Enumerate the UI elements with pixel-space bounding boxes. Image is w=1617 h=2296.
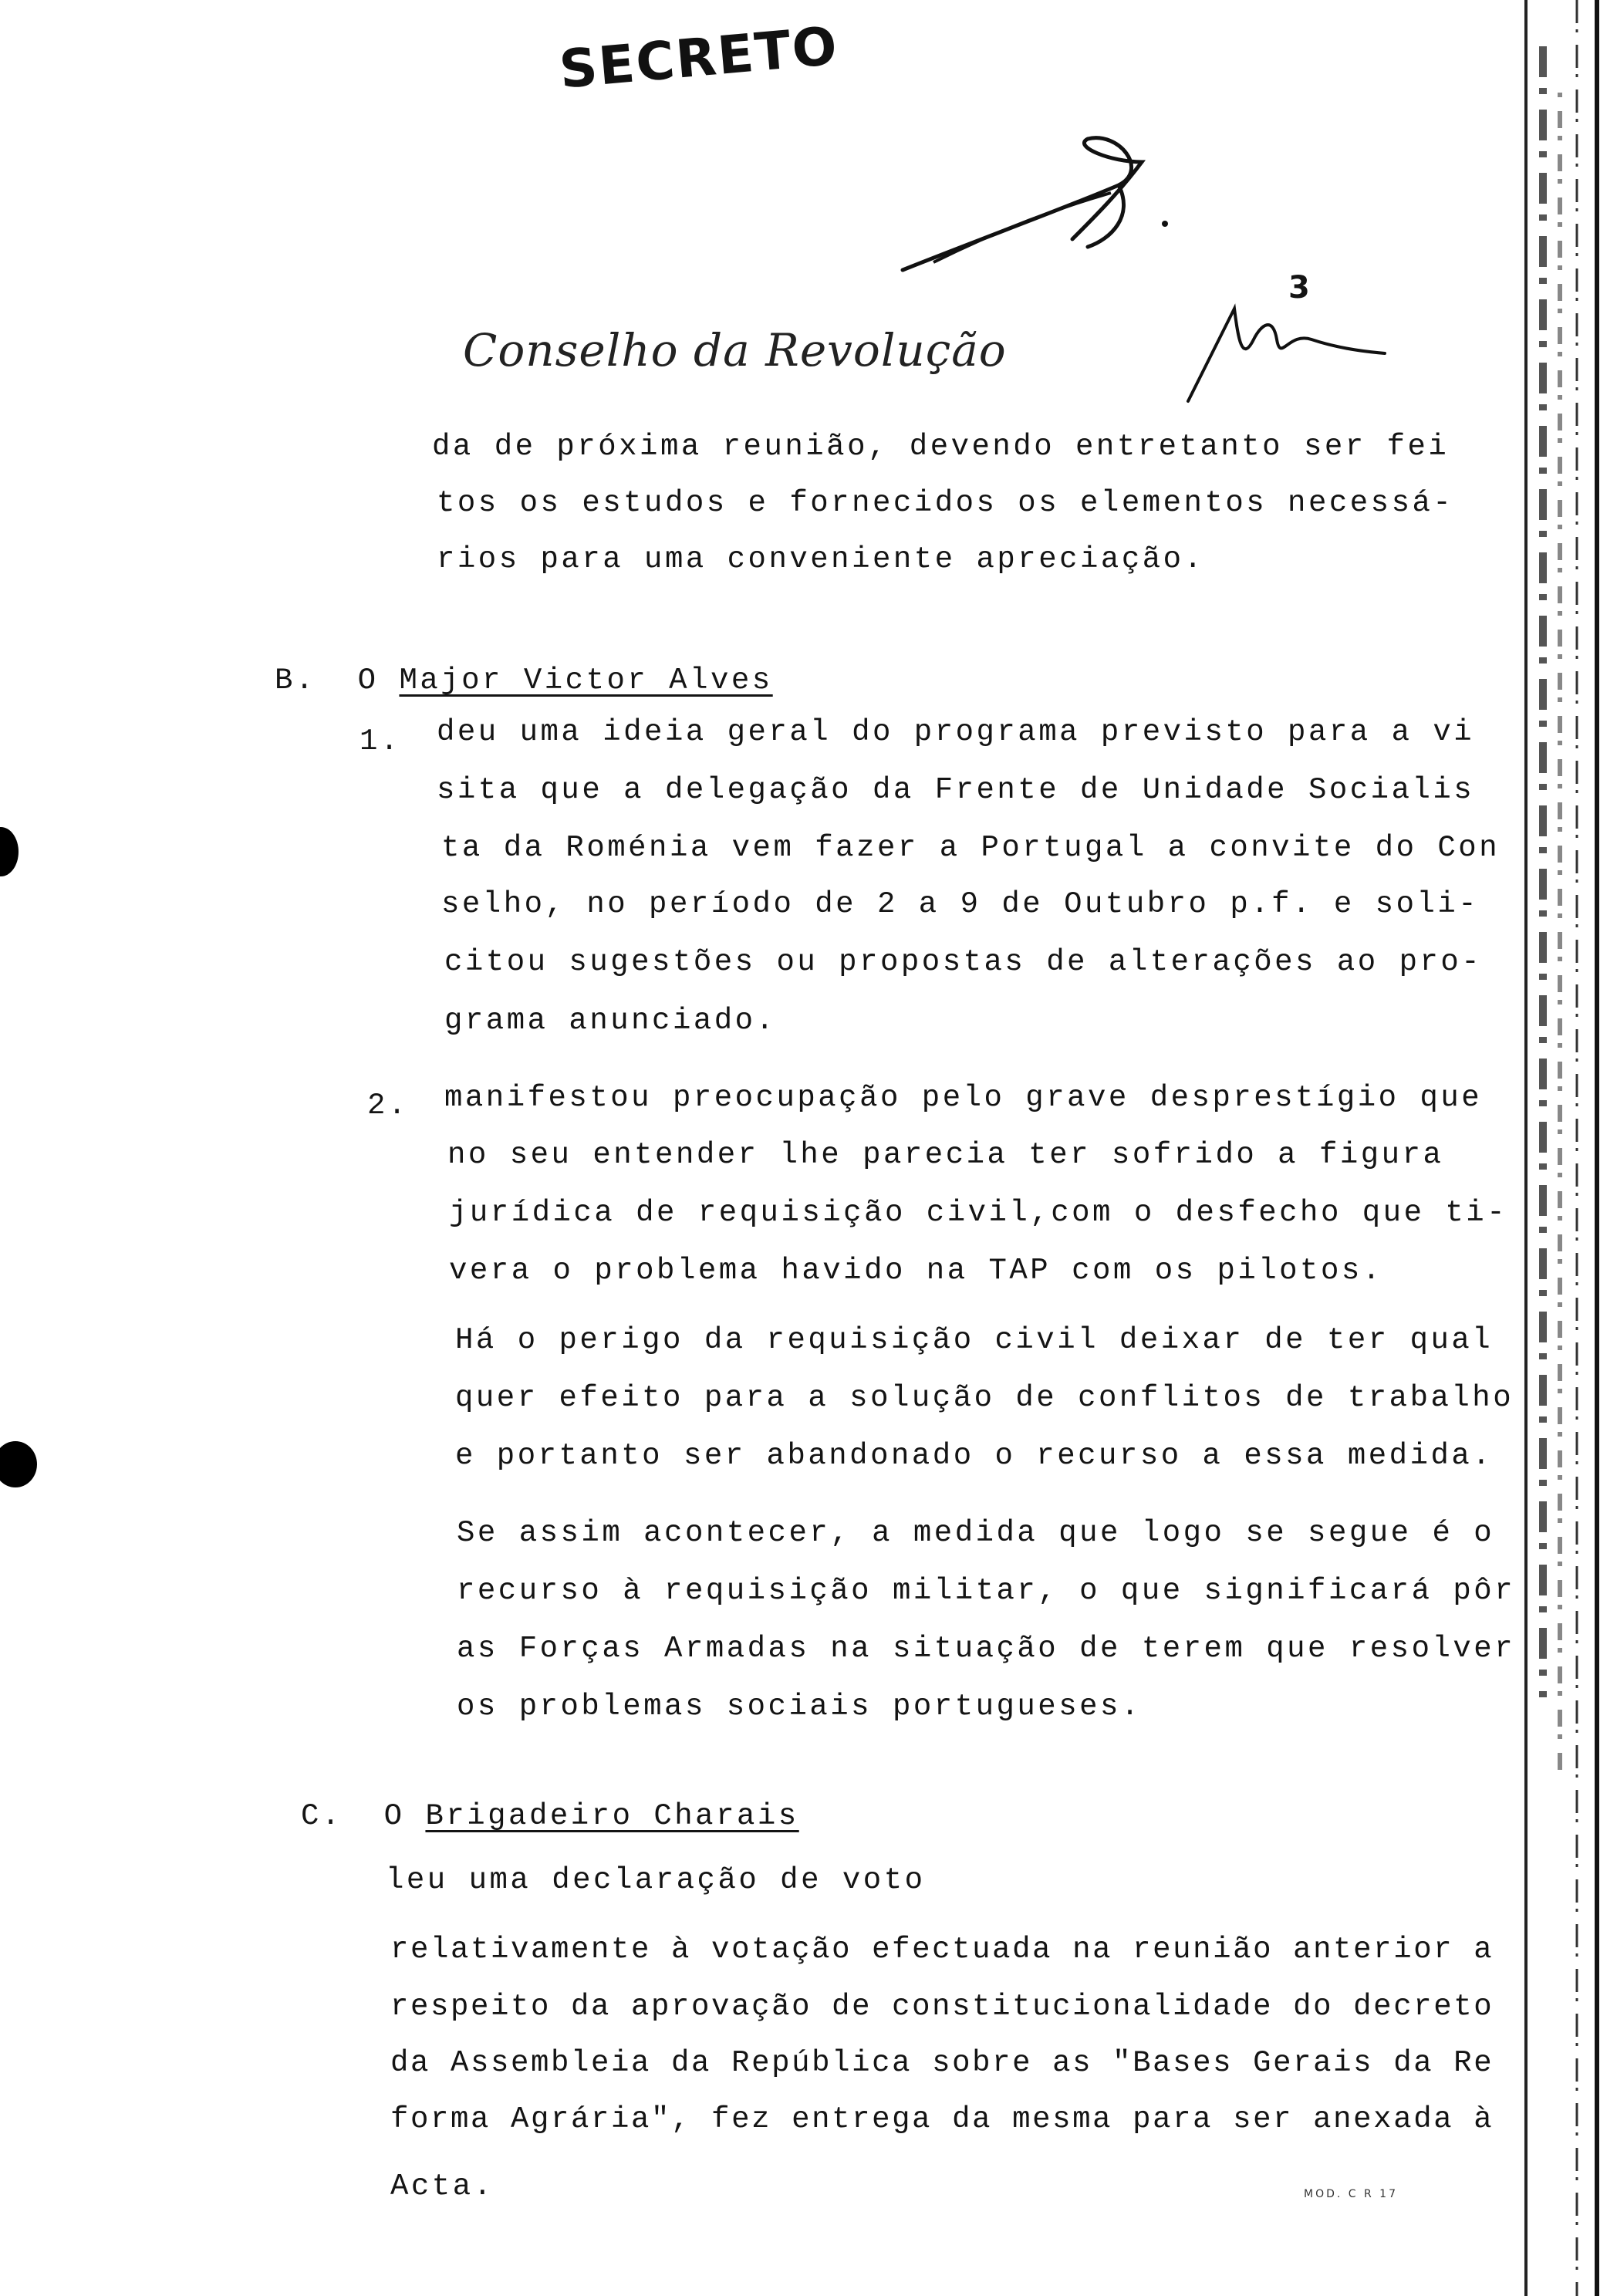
text-line: rios para uma conveniente apreciação. (437, 542, 1205, 576)
text-line: relativamente à votação efectuada na reunião anterior a (390, 1933, 1494, 1967)
handwritten-initials (1180, 293, 1389, 409)
text-line: tos os estudos e fornecidos os elementos necessá- (437, 486, 1454, 520)
item-number: 1. (360, 724, 401, 758)
text-line: Acta. (390, 2169, 495, 2203)
text-line: forma Agrária", fez entrega da mesma para ser anexada à (390, 2102, 1494, 2136)
text-line: Há o perigo da requisição civil deixar de ter qual (455, 1323, 1494, 1357)
section-letter: C. (301, 1799, 343, 1833)
classification-stamp: SECRETO (557, 15, 841, 101)
text-line: e portanto ser abandonado o recurso a essa medida. (455, 1439, 1494, 1473)
section-c-heading (301, 1799, 799, 1833)
scan-binding-edge (1512, 0, 1617, 2296)
punch-hole (0, 1441, 37, 1487)
text-line: da de próxima reunião, devendo entretanto ser fei (432, 430, 1450, 464)
text-line: vera o problema havido na TAP com os pilotos. (449, 1254, 1383, 1288)
punch-hole (0, 827, 19, 876)
section-prefix: O (357, 663, 379, 697)
section-prefix: O (383, 1799, 405, 1833)
page-number: 3 (1288, 270, 1310, 306)
text-line: os problemas sociais portugueses. (457, 1690, 1142, 1724)
text-line: selho, no período de 2 a 9 de Outubro p.f. e soli- (441, 887, 1480, 921)
text-line: Se assim acontecer, a medida que logo se segue é o (457, 1516, 1495, 1550)
section-person-name: Brigadeiro Charais (425, 1799, 799, 1833)
form-code: MOD. C R 17 (1304, 2188, 1398, 2200)
text-line: respeito da aprovação de constitucionalidade do decreto (390, 1990, 1494, 2024)
text-line: recurso à requisição militar, o que significará pôr (457, 1574, 1516, 1608)
text-line: sita que a delegação da Frente de Unidade Socialis (437, 773, 1475, 807)
text-line: grama anunciado. (444, 1004, 777, 1038)
text-line: as Forças Armadas na situação de terem que resolver (457, 1632, 1516, 1666)
text-line: da Assembleia da República sobre as "Bases Gerais da Re (390, 2046, 1494, 2080)
text-line: jurídica de requisição civil,com o desfecho que ti- (449, 1196, 1508, 1230)
section-b-heading (275, 663, 773, 697)
text-line: manifestou preocupação pelo grave desprestígio que (444, 1081, 1483, 1115)
text-line: deu uma ideia geral do programa previsto para a vi (437, 715, 1475, 749)
handwritten-signature (887, 116, 1211, 301)
text-line: quer efeito para a solução de conflitos de trabalho (455, 1381, 1514, 1415)
item-number: 2. (367, 1089, 409, 1123)
section-person-name: Major Victor Alves (399, 663, 773, 697)
text-line: citou sugestões ou propostas de alterações ao pro- (444, 945, 1483, 979)
text-line: no seu entender lhe parecia ter sofrido a figura (447, 1138, 1444, 1172)
section-letter: B. (275, 663, 316, 697)
text-line: ta da Roménia vem fazer a Portugal a convite do Con (441, 831, 1501, 865)
letterhead: Conselho da Revolução (463, 324, 1007, 376)
text-line: leu uma declaração de voto (386, 1863, 926, 1897)
